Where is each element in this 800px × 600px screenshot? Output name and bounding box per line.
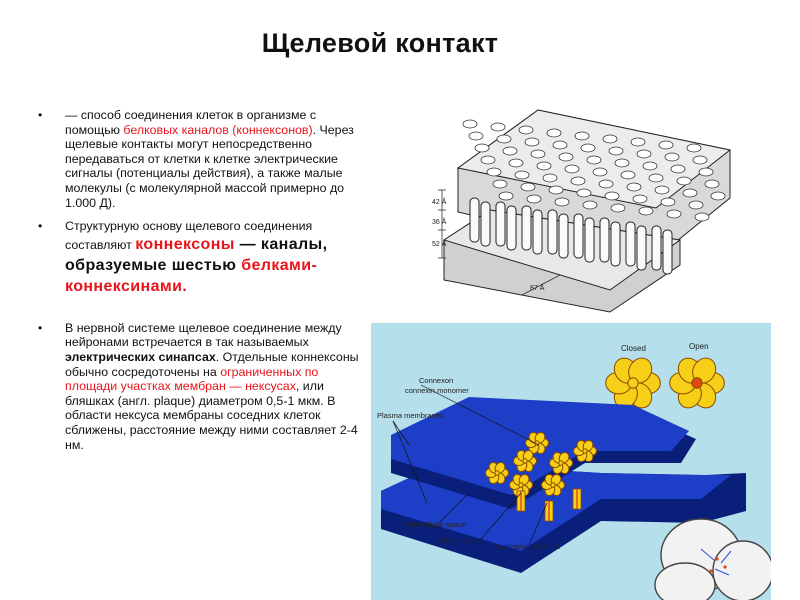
bullet-text: . Через щелевые контакты могут непосредственно передаваться от клетки к клетке электрические сигналы (потенциалы действия), а также малые молекулы (с молекулярной массой примерно до 1.000 Д). [65,122,354,210]
membrane-texture [705,180,719,188]
membrane-texture [693,156,707,164]
membrane-texture [711,192,725,200]
membrane-texture [671,165,685,173]
connexon-column [637,226,646,270]
membrane-texture [487,168,501,176]
membrane-texture [643,162,657,170]
closed-label: Closed [621,344,646,353]
highlight-text: коннексоны [135,235,235,253]
connexon-column [481,202,490,246]
membrane-texture [615,159,629,167]
membrane-texture [469,132,483,140]
plasma-membranes-label: Plasma membranes [377,411,444,420]
connexon-column [522,206,531,250]
highlight-text: ограниченных по площади участках мембран — нексусах [65,364,319,394]
bullet-text: , или бляшках (англ. plaque) диаметром 0,5-1 мкм. В области нексуса мембраны соседних клеток сближены, расстояние между ними составляет 2-4 нм. [65,379,358,452]
membrane-texture [655,186,669,194]
dimension-label: 52 Å [432,241,447,248]
membrane-texture [527,195,541,203]
bullet-text: — способ соединения клеток в организме с помощью [65,108,317,137]
membrane-texture [667,210,681,218]
bullet-item-definition [38,108,368,210]
membrane-texture [555,198,569,206]
connexin-monomer-label: connexin monomer [405,386,469,395]
dimension-label: 36 Å [432,219,447,226]
membrane-texture [577,189,591,197]
membrane-texture [575,132,589,140]
emphasis-text: электрических синапсах [65,349,216,364]
membrane-texture [503,147,517,155]
slide-title: Щелевой контакт [261,28,499,58]
membrane-texture [547,129,561,137]
gap-junction-diagram [371,323,771,600]
membrane-texture [639,207,653,215]
membrane-texture [649,174,663,182]
hydrophilic-channel-label: Hydrophilic channel [495,542,561,551]
membrane-texture [581,144,595,152]
membrane-texture [583,201,597,209]
membrane-texture [531,150,545,158]
connexon-column [559,214,568,258]
membrane-texture [515,171,529,179]
membrane-texture [631,138,645,146]
connexon-column [548,210,557,254]
connexon-label: Connexon [419,376,454,385]
membrane-texture [689,201,703,209]
membrane-texture [521,183,535,191]
membrane-texture [593,168,607,176]
membrane-texture [491,123,505,131]
membrane-texture [683,189,697,197]
connexon-column [626,222,635,266]
connexon-column [533,210,542,254]
membrane-texture [537,162,551,170]
membrane-texture [481,156,495,164]
membrane-texture [519,126,533,134]
membrane-texture [571,177,585,185]
membrane-texture [605,192,619,200]
connexon-column [585,218,594,262]
emphasis-text: — каналы, образуемые шестью [65,235,328,274]
membrane-texture [587,156,601,164]
connexon-column [600,218,609,262]
connexon-column [470,198,479,242]
membrane-texture [603,135,617,143]
connexon-column [663,230,672,274]
membrane-texture [609,147,623,155]
membrane-texture [525,138,539,146]
membrane-texture [549,186,563,194]
highlight-text: белковых каналов (коннексонов) [123,122,313,137]
membrane-texture [633,195,647,203]
dimension-label: 42 Å [432,199,447,206]
membrane-texture [497,135,511,143]
membrane-texture [637,150,651,158]
connexon-column [652,226,661,270]
membrane-texture [475,144,489,152]
gap-size-label: 2-4 nm space [437,536,483,545]
bullet-item-structure [38,219,368,297]
dimension-label: 87 Å [530,285,545,292]
membrane-texture [543,174,557,182]
membrane-texture [565,165,579,173]
intercellular-space-label: Intercellular space [405,520,466,529]
membrane-texture [699,168,713,176]
membrane-texture [493,180,507,188]
membrane-texture [509,159,523,167]
connexon-column [496,202,505,246]
membrane-texture [661,198,675,206]
membrane-texture [695,213,709,221]
membrane-texture [599,180,613,188]
bullet-item-nervous-system [38,321,368,452]
bullet-text: В нервной системе щелевое соединение между нейронами встречается в так называемых [65,320,342,350]
connexon-column [574,214,583,258]
membrane-texture [665,153,679,161]
membrane-texture [611,204,625,212]
membrane-texture [463,120,477,128]
bullet-list [38,108,368,452]
bullet-text: . Отдельные коннексоны обычно сосредоточены на [65,349,359,379]
membrane-texture [553,141,567,149]
connexon-column [507,206,516,250]
membrane-texture [499,192,513,200]
membrane-texture [627,183,641,191]
membrane-texture [659,141,673,149]
gap-junction-block-illustration [430,90,740,320]
bullet-text: Структурную основу щелевого соединения составляют [65,219,313,252]
membrane-texture [559,153,573,161]
membrane-texture [621,171,635,179]
highlight-text: белками-коннексинами. [65,256,318,295]
membrane-texture [677,177,691,185]
connexon-column [611,222,620,266]
open-label: Open [689,342,709,351]
membrane-texture [687,144,701,152]
